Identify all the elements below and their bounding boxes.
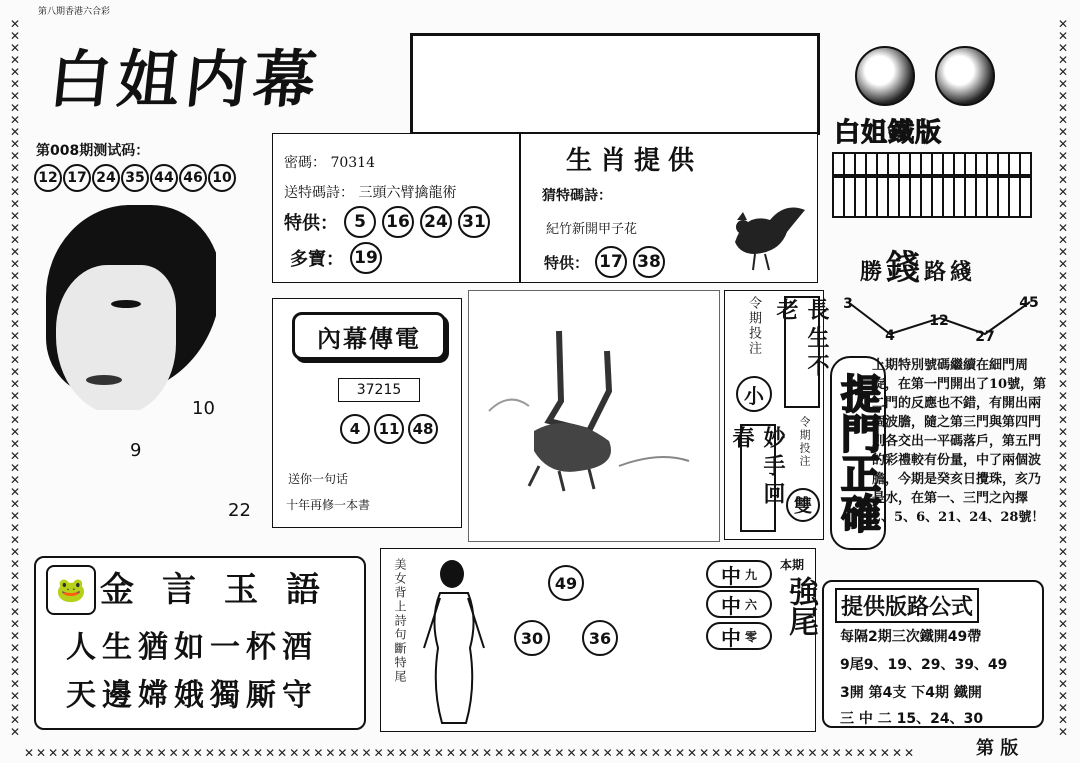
hint-text: 令期投注 bbox=[746, 296, 761, 356]
beauty-caption: 美女背上詩句斷特尾 bbox=[393, 558, 407, 684]
route-number: 4 bbox=[885, 328, 895, 344]
special-row bbox=[284, 206, 490, 238]
zodiac-poem-text: 紀竹新開甲子花 bbox=[546, 222, 638, 237]
zhong-label: 中 bbox=[720, 593, 741, 618]
formula-line: 每隔2期三次鐵開49帶 bbox=[840, 629, 982, 645]
zhong-suffix: 九 bbox=[744, 567, 757, 582]
iron-edition-title: 白姐鐵版 bbox=[834, 118, 943, 148]
neimu-number: 48 bbox=[408, 414, 438, 444]
treasure-number: 19 bbox=[350, 242, 382, 274]
password-row bbox=[284, 152, 375, 172]
beauty-number: 49 bbox=[548, 565, 584, 601]
answer-small: 小 bbox=[736, 376, 772, 412]
golden-line-2: 天邊嫦娥獨厮守 bbox=[66, 678, 318, 713]
test-number: 24 bbox=[92, 164, 120, 192]
route-number: 12 bbox=[929, 313, 949, 329]
loose-number: 10 bbox=[192, 398, 215, 419]
test-number: 12 bbox=[34, 164, 62, 192]
zhong-pill bbox=[706, 590, 772, 618]
zhong-label: 中 bbox=[720, 625, 741, 650]
left-ornament-border: ✕✕✕✕✕✕✕✕✕✕✕✕✕✕✕✕✕✕✕✕✕✕✕✕✕✕✕✕✕✕✕✕✕✕✕✕✕✕✕✕✕✕✕✕✕✕✕✕✕✕✕✕✕✕✕✕✕✕✕✕ bbox=[10, 18, 21, 739]
test-number: 17 bbox=[63, 164, 91, 192]
zodiac-special-row bbox=[544, 246, 665, 278]
formula-title: 提供版路公式 bbox=[835, 588, 979, 623]
tip-title: 提門正確 bbox=[830, 356, 886, 550]
neimu-number: 11 bbox=[374, 414, 404, 444]
neimu-number: 4 bbox=[340, 414, 370, 444]
special-number: 5 bbox=[344, 206, 376, 238]
bottom-ornament-border: ✕✕✕✕✕✕✕✕✕✕✕✕✕✕✕✕✕✕✕✕✕✕✕✕✕✕✕✕✕✕✕✕✕✕✕✕✕✕✕✕✕✕✕✕✕✕✕✕✕✕✕✕✕✕✕✕✕✕✕✕✕✕✕✕✕✕✕✕✕✕✕✕✕✕ bbox=[24, 747, 917, 759]
blank-frame bbox=[410, 33, 820, 135]
zodiac-title: 生肖提供 bbox=[566, 146, 703, 176]
loose-number: 22 bbox=[228, 500, 251, 521]
right-ornament-border: ✕✕✕✕✕✕✕✕✕✕✕✕✕✕✕✕✕✕✕✕✕✕✕✕✕✕✕✕✕✕✕✕✕✕✕✕✕✕✕✕✕✕✕✕✕✕✕✕✕✕✕✕✕✕✕✕✕✕✕✕ bbox=[1058, 18, 1069, 739]
special-number: 24 bbox=[420, 206, 452, 238]
strong-tail: 強尾 bbox=[783, 576, 818, 636]
abacus-icon bbox=[832, 152, 1032, 218]
zhong-suffix: 六 bbox=[744, 597, 757, 612]
test-number: 35 bbox=[121, 164, 149, 192]
special-number: 31 bbox=[458, 206, 490, 238]
test-number: 10 bbox=[208, 164, 236, 192]
zodiac-special-label: 特供： bbox=[544, 253, 590, 272]
route-number: 3 bbox=[843, 296, 853, 312]
tip-paragraph: 上期特別號碼繼續在細門周旋，在第一門開出了10號，第二門的反應也不錯，有開出兩個波膽，隨之第三門與第四門則各交出一平碼落戶，第五門的彩禮較有份量，中了兩個波膽，今期是癸亥日攪珠，亥乃是水，在第一、三門之內擇2、5、6、21、24、28號！ bbox=[872, 358, 1047, 525]
password-label: 密碼： bbox=[284, 155, 326, 171]
route-number: 27 bbox=[975, 329, 995, 345]
lady-back-illustration bbox=[420, 558, 490, 728]
woman-face-illustration bbox=[36, 205, 216, 410]
test-number: 44 bbox=[150, 164, 178, 192]
loose-number: 9 bbox=[130, 440, 142, 461]
zodiac-special-number: 17 bbox=[595, 246, 627, 278]
neimu-code: 37215 bbox=[338, 378, 420, 402]
special-label: 特供： bbox=[284, 213, 338, 234]
neimu-numbers bbox=[340, 414, 438, 444]
frog-icon: 🐸 bbox=[46, 565, 96, 615]
golden-line-1: 人生猶如一杯酒 bbox=[66, 630, 318, 665]
period-label: 本期 bbox=[780, 558, 805, 572]
neimu-title: 內幕傳電 bbox=[292, 312, 446, 360]
poem-label: 送特碼詩： bbox=[284, 185, 354, 201]
page-title: 白姐内幕 bbox=[45, 43, 326, 116]
beauty-number: 30 bbox=[514, 620, 550, 656]
zhong-pill bbox=[706, 622, 772, 650]
answer-pair: 雙 bbox=[786, 488, 820, 522]
route-title bbox=[860, 240, 976, 289]
page-number-label: 第 版 bbox=[972, 734, 1022, 760]
poem-row bbox=[284, 182, 456, 202]
formula-line: 9尾9、19、29、39、49 bbox=[840, 657, 1008, 673]
rooster-icon bbox=[725, 192, 810, 272]
zhong-suffix: 零 bbox=[744, 629, 757, 644]
treasure-row bbox=[290, 242, 382, 274]
neimu-saying-label: 送你一句话 bbox=[288, 472, 349, 486]
password-value: 70314 bbox=[330, 155, 375, 171]
zodiac-special-number: 38 bbox=[633, 246, 665, 278]
route-number: 45 bbox=[1019, 295, 1039, 311]
neimu-saying-text: 十年再修一本書 bbox=[286, 498, 371, 512]
formula-line: 3開 第4支 下4期 鐵開 bbox=[840, 685, 982, 701]
zhong-pill bbox=[706, 560, 772, 588]
giraffe-painting bbox=[468, 290, 720, 542]
issue-caption: 第八期香港六合彩 bbox=[38, 7, 111, 17]
route-title-right: 路綫 bbox=[924, 259, 977, 285]
poem-text: 三頭六臂擒龍術 bbox=[358, 185, 457, 201]
test-code-numbers bbox=[34, 164, 236, 192]
treasure-label: 多寶： bbox=[290, 249, 344, 270]
zodiac-poem-label: 猜特碼詩： bbox=[542, 188, 612, 204]
mascot-left-icon bbox=[855, 46, 915, 106]
mascot-right-icon bbox=[935, 46, 995, 106]
test-number: 46 bbox=[179, 164, 207, 192]
route-title-big: 錢 bbox=[886, 248, 925, 288]
beauty-number: 36 bbox=[582, 620, 618, 656]
formula-line: 三 中 二 15、24、30 bbox=[840, 711, 984, 727]
zhong-label: 中 bbox=[720, 563, 741, 588]
golden-title: 金言玉語 bbox=[100, 570, 348, 610]
phrase-long-life: 長生不老 bbox=[784, 296, 820, 408]
special-number: 16 bbox=[382, 206, 414, 238]
route-title-left: 勝 bbox=[860, 259, 887, 285]
hint-text: 令期投注 bbox=[798, 416, 811, 468]
phrase-master-hand: 妙手回春 bbox=[740, 424, 776, 532]
test-code-label: 第008期测试码： bbox=[36, 143, 150, 159]
